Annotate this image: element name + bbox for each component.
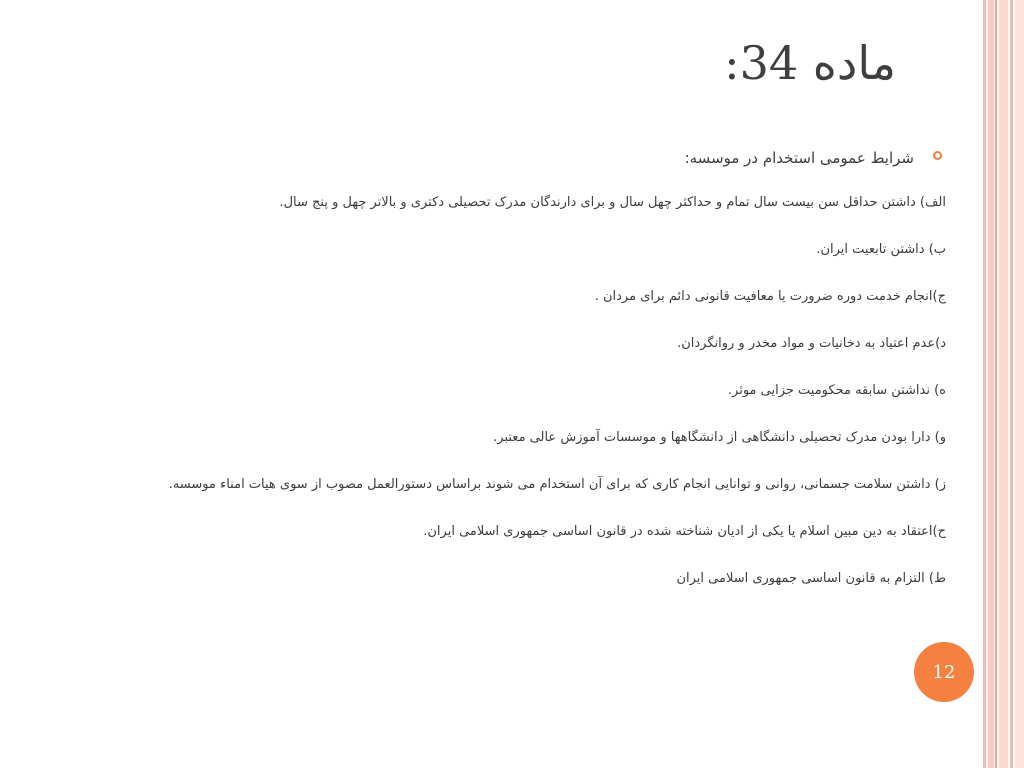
list-item: و) دارا بودن مدرک تحصیلی دانشگاهی از دانشگاهها و موسسات آموزش عالی معتبر. bbox=[493, 430, 946, 445]
list-item: ح)اعتقاد به دین مبین اسلام یا یکی از ادیان شناخته شده در قانون اساسی جمهوری اسلامی ایران. bbox=[423, 524, 946, 539]
decorative-stripe bbox=[995, 0, 997, 768]
decorative-stripe bbox=[988, 0, 994, 768]
slide-title: ماده 34: bbox=[724, 36, 896, 90]
list-item: الف) داشتن حداقل سن بیست سال تمام و حداکثر چهل سال و برای دارندگان مدرک تحصیلی دکتری و بالاتر چهل و پنج سال. bbox=[279, 195, 946, 210]
list-item: ز) داشتن سلامت جسمانی، روانی و توانایی انجام کاری که برای آن استخدام می شوند براساس دستورالعمل مصوب از سوی هیات امناء موسسه. bbox=[168, 477, 946, 492]
list-item: د)عدم اعتیاد به دخانیات و مواد مخدر و روانگردان. bbox=[677, 336, 946, 351]
decorative-stripe bbox=[999, 0, 1008, 768]
decorative-stripe bbox=[1010, 0, 1013, 768]
list-item: ب) داشتن تابعیت ایران. bbox=[816, 242, 946, 257]
page-number: 12 bbox=[932, 661, 956, 683]
list-item: ط) التزام به قانون اساسی جمهوری اسلامی ایران bbox=[676, 571, 946, 586]
bullet-text: شرایط عمومی استخدام در موسسه: bbox=[684, 149, 914, 167]
page-number-badge bbox=[914, 642, 974, 702]
list-item: ج)انجام خدمت دوره ضرورت یا معافیت قانونی دائم برای مردان . bbox=[594, 289, 946, 304]
bullet-circle-icon bbox=[933, 151, 942, 160]
list-item: ه) نداشتن سابقه محکومیت جزایی موثر. bbox=[727, 383, 946, 398]
slide-content bbox=[66, 146, 946, 616]
bullet-heading bbox=[66, 146, 946, 170]
decorative-stripe bbox=[1015, 0, 1024, 768]
decorative-stripe bbox=[983, 0, 986, 768]
